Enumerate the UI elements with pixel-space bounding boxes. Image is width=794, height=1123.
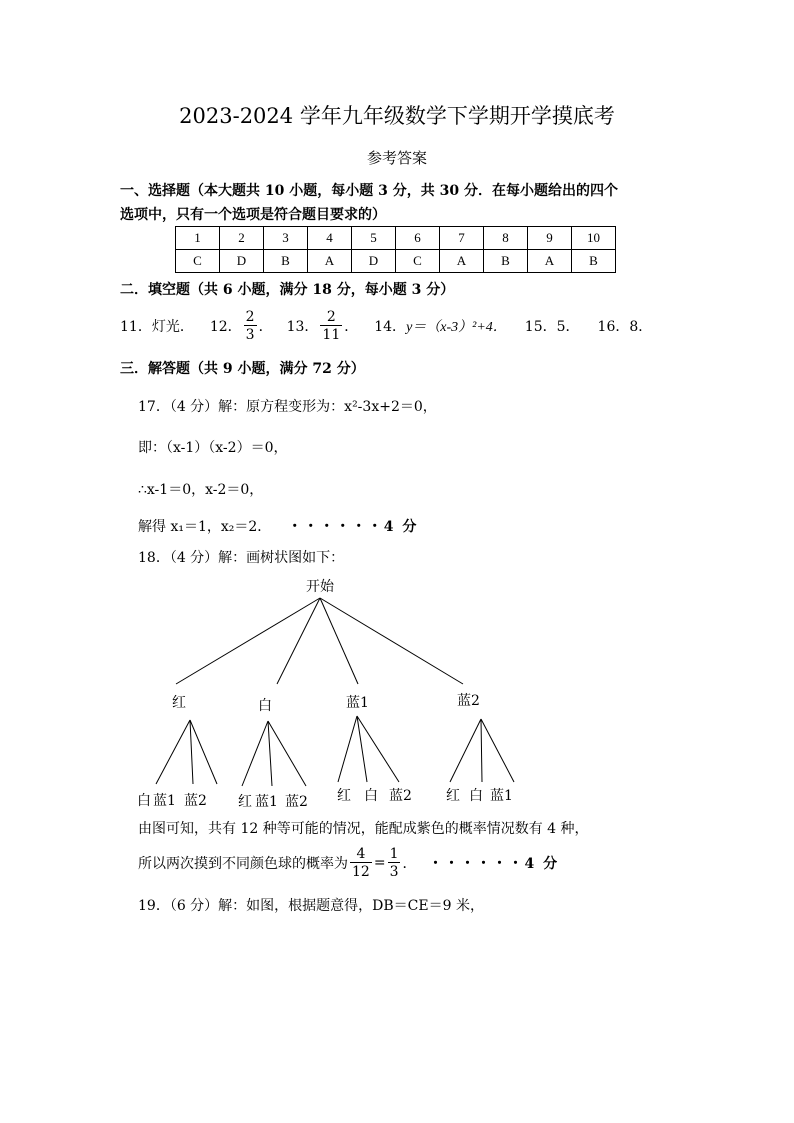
answer-13-label: 13． (286, 319, 319, 335)
table-cell: 8 (484, 227, 528, 250)
fraction-numerator: 1 (389, 846, 399, 862)
table-cell: 5 (352, 227, 396, 250)
table-cell: 2 (220, 227, 264, 250)
answer-11: 11．灯光． (120, 319, 194, 335)
q17-line1: 17．（4 分）解：原方程变形为：x²-3x+2＝0， (138, 399, 437, 415)
q18-fraction-1 (350, 847, 372, 879)
page-subtitle: 参考答案 (366, 149, 427, 167)
answer-12-label: 12． (209, 319, 242, 335)
q18-line2: 由图可知，共有 12 种等可能的情况，能配成紫色的概率情况数有 4 种， (138, 821, 589, 837)
table-cell: A (440, 250, 484, 273)
fraction-denominator: 12 (352, 864, 370, 880)
tree-edge (320, 598, 358, 684)
table-cell: B (264, 250, 308, 273)
tree-leaf: 白 (364, 788, 378, 804)
tree-edge (481, 719, 482, 782)
section1-heading-line1: 一、选择题（本大题共 10 小题，每小题 3 分，共 30 分．在每小题给出的四个 (120, 183, 618, 199)
tree-leaf: 红 (238, 794, 252, 810)
table-cell: 6 (396, 227, 440, 250)
tree-leaf: 蓝1 (153, 793, 176, 809)
table-cell: 3 (264, 227, 308, 250)
table-cell: D (220, 250, 264, 273)
tree-edge (357, 716, 399, 782)
tree-edge (156, 720, 190, 784)
table-cell: A (308, 250, 352, 273)
tree-edge (450, 719, 481, 782)
table-cell: D (352, 250, 396, 273)
tree-edge (190, 720, 193, 784)
tree-level1-node: 白 (258, 698, 272, 714)
q17-line2: 即：（x-1）（x-2）＝0， (138, 440, 288, 456)
fraction-denominator: 3 (245, 327, 255, 343)
q18-fraction-2 (388, 847, 401, 879)
q18-line3 (138, 845, 559, 881)
q18-line1: 18．（4 分）解：画树状图如下： (138, 550, 345, 566)
tree-edge (481, 719, 514, 782)
section1-heading-line2: 选项中，只有一个选项是符合题目要求的） (120, 207, 386, 223)
table-cell: B (484, 250, 528, 273)
page-title: 2023-2024 学年九年级数学下学期开学摸底考 (179, 104, 615, 128)
fraction-denominator: 3 (389, 864, 399, 880)
period: ． (402, 856, 417, 872)
tree-edge (268, 721, 272, 786)
q19-line1: 19．（6 分）解：如图，根据题意得，DB＝CE＝9 米， (138, 898, 484, 914)
equals-sign: = (373, 855, 386, 871)
section2-heading: 二．填空题（共 6 小题，满分 18 分，每小题 3 分） (120, 282, 455, 298)
tree-edge (268, 721, 306, 786)
answer-14-expression: y＝（x-3）²+4． (406, 320, 507, 335)
tree-root: 开始 (306, 579, 334, 595)
fraction-denominator: 11 (322, 327, 341, 343)
tree-leaf: 红 (337, 788, 351, 804)
fraction-numerator: 4 (350, 847, 372, 863)
table-cell: 7 (440, 227, 484, 250)
table-cell: A (528, 250, 572, 273)
tree-leaf: 蓝2 (389, 788, 412, 804)
tree-leaf: 蓝1 (490, 788, 513, 804)
table-cell: C (396, 250, 440, 273)
tree-level1-node: 蓝1 (346, 695, 369, 711)
tree-leaf: 蓝2 (184, 793, 207, 809)
answer-16: 16．8． (597, 319, 653, 335)
fraction-numerator: 2 (245, 309, 255, 325)
answer-15: 15．5． (524, 319, 580, 335)
tree-edge (357, 716, 367, 782)
table-cell: 1 (176, 227, 220, 250)
fill-blank-answers: 11．灯光． 12． $\frac{2}{3}$ ． 13． $\frac{2}{11}$ ． 14． y＝（x-3）²+4． 15．5． 16．8． (120, 309, 653, 343)
q17-line3: ∴x-1＝0，x-2＝0， (138, 482, 264, 498)
table-cell: 10 (572, 227, 616, 250)
q17-solution: 解得 x₁＝1，x₂＝2． (138, 519, 272, 535)
tree-edge (190, 720, 217, 784)
tree-edge (338, 716, 357, 782)
table-cell: 4 (308, 227, 352, 250)
tree-edge (320, 598, 463, 684)
tree-leaf: 蓝2 (285, 794, 308, 810)
q18-score: ・・・・・・4 分 (428, 856, 560, 872)
q18-probability-text: 所以两次摸到不同颜色球的概率为 (138, 856, 348, 872)
q17-score: ・・・・・・4 分 (287, 519, 419, 535)
answer-14-label: 14． (374, 319, 407, 335)
fraction-numerator: 2 (320, 310, 342, 326)
tree-level1-node: 红 (172, 695, 186, 711)
tree-edge (242, 721, 268, 786)
table-cell: B (572, 250, 616, 273)
tree-leaf: 红 (446, 788, 460, 804)
tree-level1-node: 蓝2 (457, 693, 480, 709)
tree-leaf: 白 (137, 793, 151, 809)
table-cell: C (176, 250, 220, 273)
section3-heading: 三．解答题（共 9 小题，满分 72 分） (120, 361, 365, 377)
tree-leaf: 蓝1 (255, 794, 278, 810)
table-cell: 9 (528, 227, 572, 250)
tree-leaf: 白 (469, 788, 483, 804)
